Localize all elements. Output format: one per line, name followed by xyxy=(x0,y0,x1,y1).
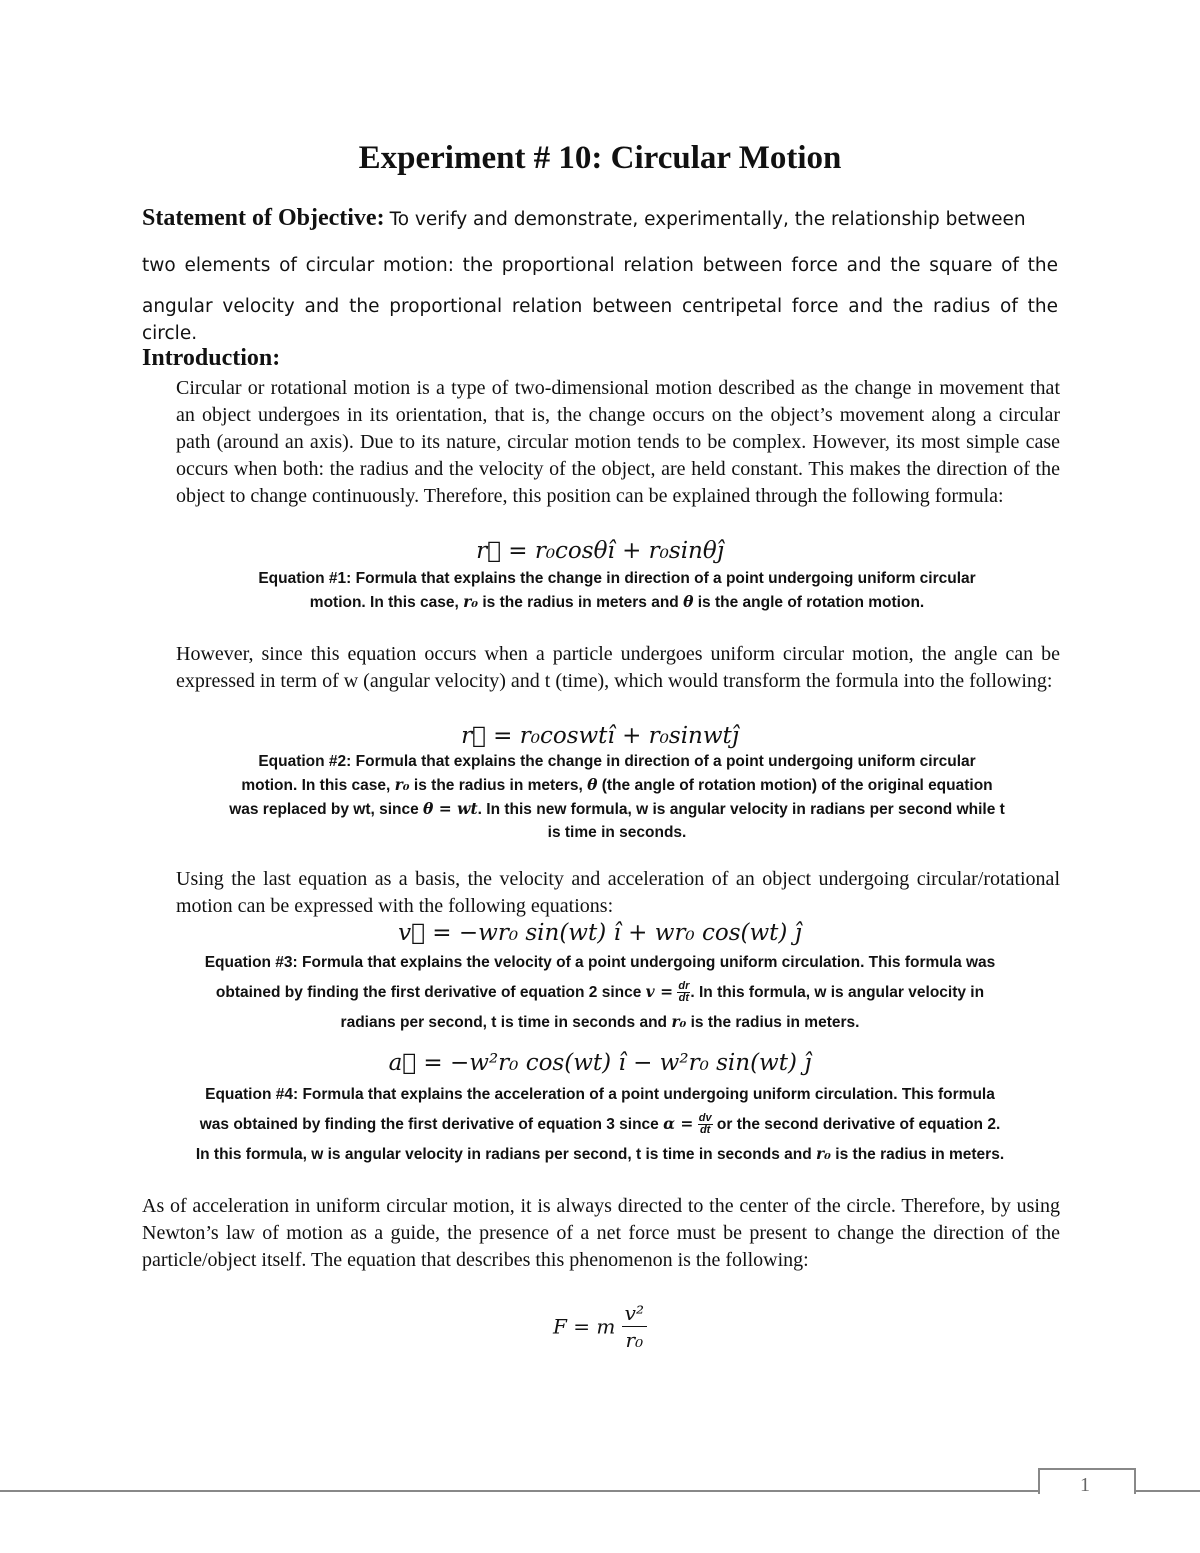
introduction-heading: Introduction: xyxy=(142,345,281,371)
caption-2-line-3: was replaced by wt, since θ = wt. In this new formula, w is angular velocity in radians per second while t xyxy=(229,799,1005,818)
equation-2: r⃗ = r₀coswtî + r₀sinwtĵ xyxy=(461,723,739,749)
caption-1-line-1: Equation #1: Formula that explains the change in direction of a point undergoing uniform circular xyxy=(258,570,976,587)
equation-5 xyxy=(0,1300,1200,1353)
caption-4-line-3: In this formula, w is angular velocity in radians per second, t is time in seconds and r₀ is the radius in meters. xyxy=(195,1144,1005,1163)
caption-2-line-2: motion. In this case, r₀ is the radius in meters, θ (the angle of rotation motion) of the original equation xyxy=(241,775,993,794)
objective-line-2: two elements of circular motion: the proportional relation between force and the square of the xyxy=(142,255,1058,276)
equation-5-fraction: $\frac{\text{v²}}{\text{r₀}}$ xyxy=(622,1300,647,1353)
equation-1-caption xyxy=(0,567,1200,614)
caption-3-line-1: Equation #3: Formula that explains the velocity of a point undergoing uniform circulation. This formula was xyxy=(204,954,996,971)
objective-heading: Statement of Objective: xyxy=(142,205,385,231)
objective-text-1: To verify and demonstrate, experimentally, the relationship between xyxy=(389,209,1026,230)
intro-paragraph-3: Using the last equation as a basis, the velocity and acceleration of an object undergoing circular/rotational motion can be expressed with the following equations: xyxy=(176,868,1060,917)
caption-3-line-2: obtained by finding the first derivative of equation 2 since v = $\frac{dr}{dt}$ . In this formula, w is angular velocity in xyxy=(215,980,985,1005)
intro-paragraph-1: Circular or rotational motion is a type of two-dimensional motion described as the change in movement that an object undergoes in its orientation, that is, the change occurs on the object’s movement along a circular path (around an axis). Due to its nature, circular motion tends to be complex. However, its most simple case occurs when both: the radius and the velocity of the object, are held constant. This makes the direction of the object to change continuously. Therefore, this position can be explained through the following formula: xyxy=(176,377,1060,507)
dv-dt-fraction: $\frac{dv}{dt}$ xyxy=(698,1112,712,1137)
equation-4-caption xyxy=(0,1080,1200,1169)
intro-paragraph-4: As of acceleration in uniform circular motion, it is always directed to the center of the circle. Therefore, by using Newton’s law of motion as a guide, the presence of a net force must be present to change the direction of the particle/object itself. The equation that describes this phenomenon is the following: xyxy=(142,1195,1060,1271)
page-title: Experiment # 10: Circular Motion xyxy=(358,140,842,176)
equation-3: v⃗ = −wr₀ sin(wt) î + wr₀ cos(wt) ĵ xyxy=(398,920,802,946)
equation-3-caption xyxy=(0,948,1200,1037)
objective-line-3: angular velocity and the proportional relation between centripetal force and the radius of the circle. xyxy=(142,296,1058,344)
caption-4-line-1: Equation #4: Formula that explains the acceleration of a point undergoing uniform circulation. This formula xyxy=(205,1086,995,1103)
caption-4-line-2: was obtained by finding the first derivative of equation 3 since α = $\frac{dv}{dt}$ or the second derivative of equation 2. xyxy=(199,1112,1001,1137)
equation-4: a⃗ = −w²r₀ cos(wt) î − w²r₀ sin(wt) ĵ xyxy=(388,1050,812,1076)
caption-2-line-1: Equation #2: Formula that explains the change in direction of a point undergoing uniform circular xyxy=(258,753,976,770)
intro-paragraph-2: However, since this equation occurs when a particle undergoes uniform circular motion, the angle can be expressed in term of w (angular velocity) and t (time), which would transform the formula into the following: xyxy=(176,643,1060,692)
equation-2-caption xyxy=(0,750,1200,844)
page-number: 1 xyxy=(1080,1474,1090,1496)
equation-5-lhs: F = m xyxy=(552,1314,616,1339)
caption-3-line-3: radians per second, t is time in seconds and r₀ is the radius in meters. xyxy=(340,1012,860,1031)
caption-2-line-4: is time in seconds. xyxy=(547,824,687,841)
equation-1: r⃗ = r₀cosθî + r₀sinθĵ xyxy=(476,538,724,564)
dr-dt-fraction: $\frac{dr}{dt}$ xyxy=(678,980,690,1005)
caption-1-line-2: motion. In this case, r₀ is the radius in meters and θ is the angle of rotation motion. xyxy=(309,592,925,611)
objective-line-1 xyxy=(142,205,1058,232)
footer-rule xyxy=(0,1490,1200,1492)
